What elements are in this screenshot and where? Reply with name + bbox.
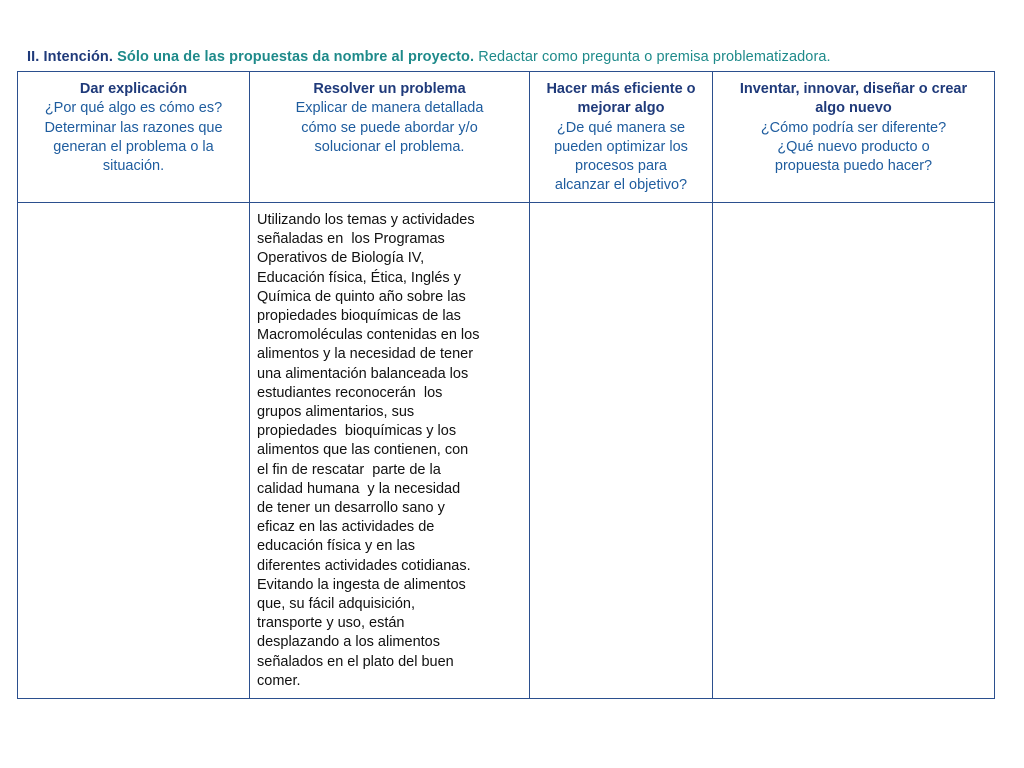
answer-line: Evitando la ingesta de alimentos <box>257 576 466 593</box>
answer-line: desplazando a los alimentos <box>257 634 440 651</box>
answer-line: calidad humana y la necesidad <box>257 480 461 497</box>
answer-line: propiedades bioquímicas de las <box>257 308 461 325</box>
answer-line: Educación física, Ética, Inglés y <box>257 269 461 286</box>
column-title-line: Inventar, innovar, diseñar o crear <box>739 81 968 97</box>
answer-line: señaladas en los Programas <box>257 231 445 248</box>
answer-line: grupos alimentarios, sus <box>257 404 415 421</box>
column-desc-line: generan el problema o la <box>53 138 214 155</box>
answer-line: transporte y uso, están <box>257 615 405 632</box>
column-title-line: Hacer más eficiente o <box>546 81 696 97</box>
column-desc-line: alcanzar el objetivo? <box>554 177 688 194</box>
section-instruction: Redactar como pregunta o premisa problematizadora. <box>478 49 831 65</box>
content-cell-explain <box>18 203 250 699</box>
answer-line: que, su fácil adquisición, <box>257 596 415 613</box>
column-desc-line: procesos para <box>575 158 667 175</box>
section-heading <box>27 47 1007 67</box>
answer-line: estudiantes reconocerán los <box>257 384 443 401</box>
answer-line: propiedades bioquímicas y los <box>257 423 457 440</box>
column-desc-line: ¿De qué manera se <box>556 119 686 136</box>
column-title-line: algo nuevo <box>815 100 892 117</box>
answer-line: educación física y en las <box>257 538 415 555</box>
answer-line: alimentos que las contienen, con <box>257 442 469 459</box>
section-emphasis: Sólo una de las propuestas da nombre al proyecto. <box>117 49 475 65</box>
content-cell-improve <box>530 203 713 699</box>
column-desc-line: situación. <box>102 158 165 175</box>
column-desc-line: solucionar el problema. <box>314 138 465 155</box>
column-desc-line: Determinar las razones que <box>44 119 223 136</box>
column-title-line: mejorar algo <box>577 100 665 117</box>
answer-line: alimentos y la necesidad de tener <box>257 346 474 363</box>
answer-line: Química de quinto año sobre las <box>257 288 466 305</box>
answer-line: Operativos de Biología IV, <box>257 250 425 267</box>
header-cell-improve <box>530 72 713 203</box>
answer-line: eficaz en las actividades de <box>257 519 435 536</box>
header-row <box>18 72 995 203</box>
column-desc-line: propuesta puedo hacer? <box>774 158 933 175</box>
content-cell-invent <box>713 203 995 699</box>
column-title: Resolver un problema <box>313 81 466 97</box>
section-number: II. Intención. <box>27 49 113 65</box>
answer-line: Utilizando los temas y actividades <box>257 212 475 228</box>
column-desc-line: ¿Qué nuevo producto o <box>777 138 930 155</box>
header-cell-explain <box>18 72 250 203</box>
intention-table <box>17 71 995 699</box>
column-desc-line: Explicar de manera detallada <box>295 100 484 117</box>
answer-line: diferentes actividades cotidianas. <box>257 557 471 574</box>
answer-line: Macromoléculas contenidas en los <box>257 327 480 344</box>
column-title: Dar explicación <box>79 81 188 97</box>
header-cell-solve <box>250 72 530 203</box>
column-desc-line: cómo se puede abordar y/o <box>301 119 478 136</box>
column-desc-line: ¿Cómo podría ser diferente? <box>760 119 947 136</box>
column-desc-line: ¿Por qué algo es cómo es? <box>44 100 223 117</box>
answer-line: señalados en el plato del buen <box>257 653 454 670</box>
answer-text <box>250 203 529 691</box>
answer-line: una alimentación balanceada los <box>257 365 469 382</box>
column-desc-line: pueden optimizar los <box>554 138 688 155</box>
content-cell-solve <box>250 203 530 699</box>
header-cell-invent <box>713 72 995 203</box>
answer-line: de tener un desarrollo sano y <box>257 500 445 517</box>
answer-line: el fin de rescatar parte de la <box>257 461 441 478</box>
answer-line: comer. <box>257 672 301 689</box>
content-row <box>18 203 995 699</box>
